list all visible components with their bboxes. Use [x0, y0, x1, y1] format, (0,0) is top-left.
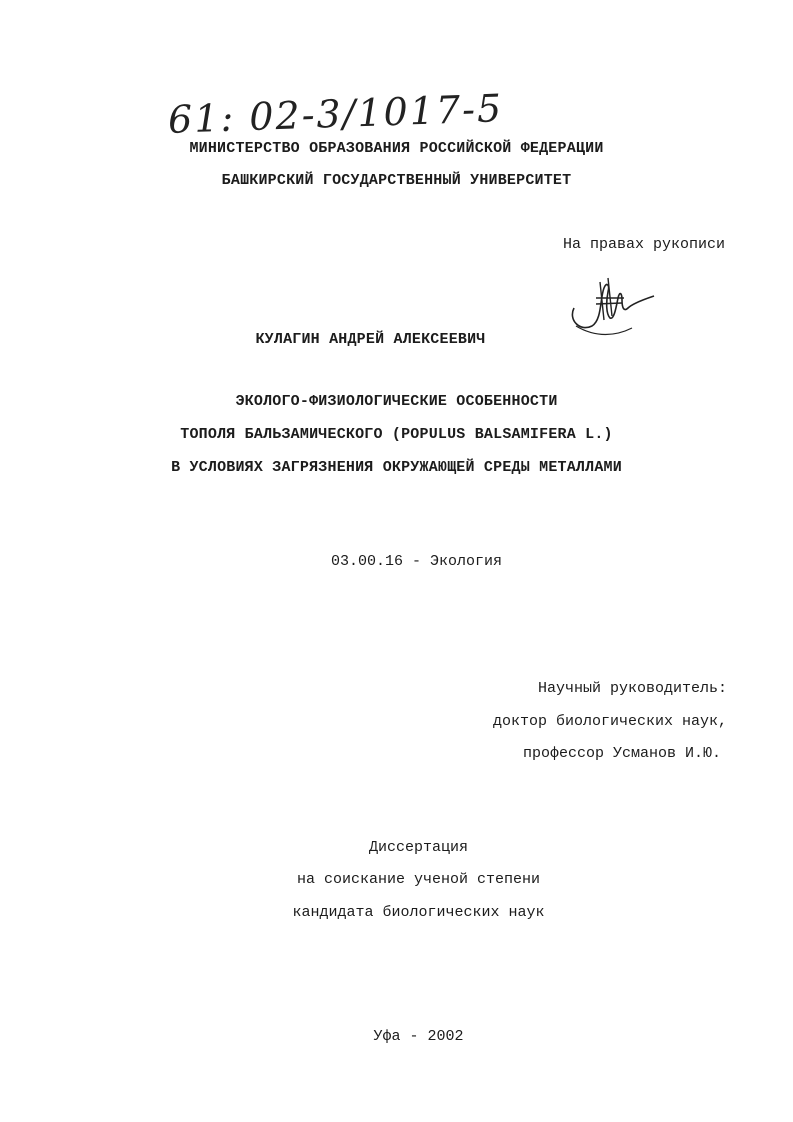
title-line-3: В УСЛОВИЯХ ЗАГРЯЗНЕНИЯ ОКРУЖАЮЩЕЙ СРЕДЫ МЕТАЛЛАМИ [171, 459, 622, 476]
university-name: БАШКИРСКИЙ ГОСУДАРСТВЕННЫЙ УНИВЕРСИТЕТ [221, 172, 572, 189]
supervisor-label: Научный руководитель: [537, 680, 727, 697]
degree-title: кандидата биологических наук [292, 904, 545, 921]
manuscript-rights-note: На правах рукописи [562, 236, 725, 253]
place-and-year: Уфа - 2002 [373, 1028, 464, 1045]
dissertation-label: Диссертация [368, 839, 469, 856]
title-line-2: ТОПОЛЯ БАЛЬЗАМИЧЕСКОГО (POPULUS BALSAMIFERA L.) [180, 426, 613, 443]
author-name: КУЛАГИН АНДРЕЙ АЛЕКСЕЕВИЧ [255, 331, 486, 348]
ministry-name: МИНИСТЕРСТВО ОБРАЗОВАНИЯ РОССИЙСКОЙ ФЕДЕРАЦИИ [189, 140, 604, 157]
signature-icon [566, 268, 658, 340]
degree-purpose: на соискание ученой степени [296, 871, 541, 888]
supervisor-name: профессор Усманов И.Ю. [522, 745, 721, 762]
specialty-code: 03.00.16 - Экология [330, 553, 503, 570]
handwritten-archive-code: 61: 02-3/1017-5 [167, 86, 504, 142]
supervisor-degree: доктор биологических наук, [492, 713, 727, 730]
title-line-1: ЭКОЛОГО-ФИЗИОЛОГИЧЕСКИЕ ОСОБЕННОСТИ [235, 393, 558, 410]
